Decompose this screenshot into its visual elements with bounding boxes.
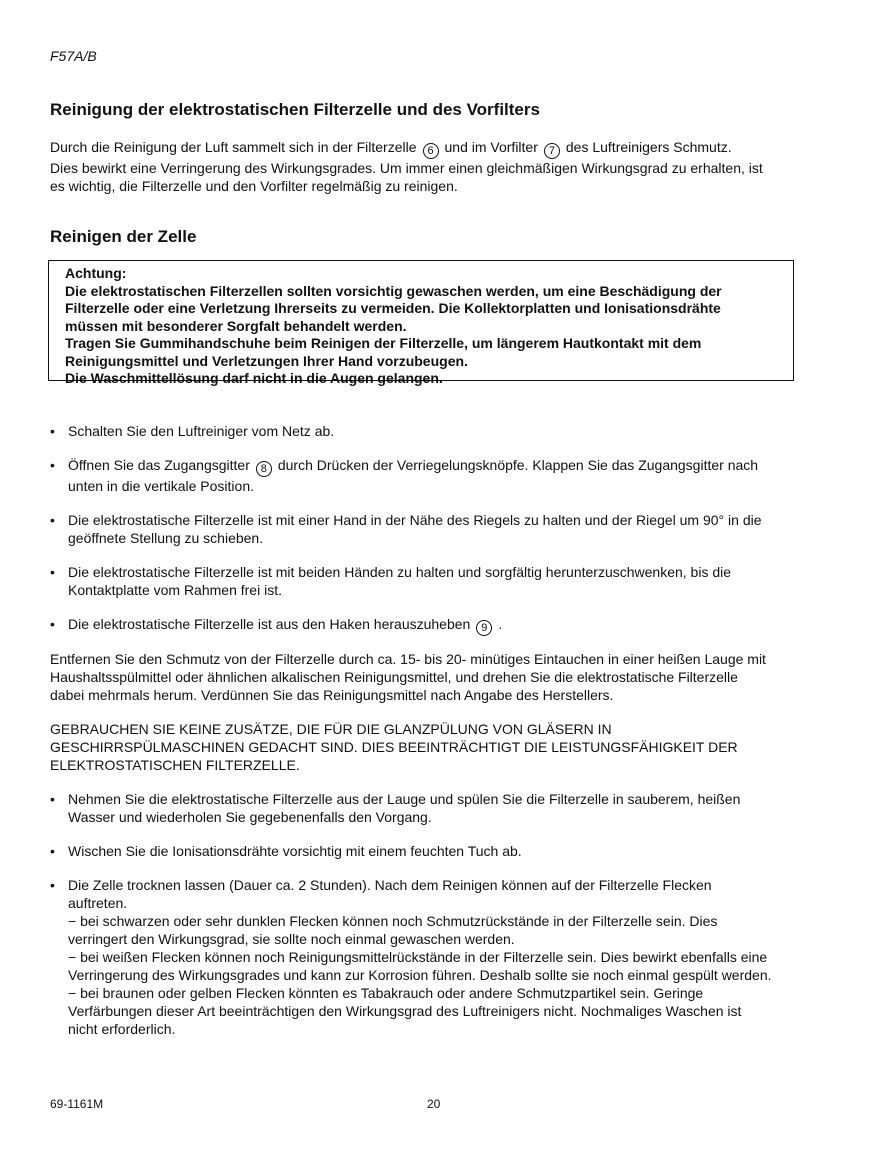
step-text-line: nicht erforderlich. bbox=[68, 1021, 176, 1037]
intro-text-1: Durch die Reinigung der Luft sammelt sich in der Filterzelle bbox=[50, 139, 417, 155]
list-item bbox=[50, 842, 810, 860]
list-item bbox=[50, 456, 810, 495]
marker-8-icon: 8 bbox=[256, 461, 272, 477]
section-title-cleaning: Reinigung der elektrostatischen Filterzelle und des Vorfilters bbox=[50, 100, 540, 119]
rinse-steps-list bbox=[50, 790, 810, 1054]
step-text-line: Verfärbungen dieser Art beeinträchtigen den Wirkungsgrad des Luftreinigers nicht. Nochmaliges Waschen ist bbox=[68, 1003, 742, 1019]
bullet-icon: • bbox=[50, 877, 55, 893]
step-text-line: Die elektrostatische Filterzelle ist mit einer Hand in der Nähe des Riegels zu halten und der Riegel um 90° in die bbox=[68, 512, 762, 528]
soak-paragraph bbox=[50, 650, 810, 704]
step-text-line: Die elektrostatische Filterzelle ist mit beiden Händen zu halten und sorgfältig herunterzuschwenken, bis die bbox=[68, 564, 732, 580]
warning-line: Filterzelle oder eine Verletzung Ihrerseits zu vermeiden. Die Kollektorplatten und Ionisationsdrähte bbox=[65, 300, 721, 316]
step-text-line: Nehmen Sie die elektrostatische Filterzelle aus der Lauge und spülen Sie die Filterzelle in sauberem, heißen bbox=[68, 791, 741, 807]
step-text bbox=[68, 615, 810, 636]
paragraph-line: GESCHIRRSPÜLMASCHINEN GEDACHT SIND. DIES BEEINTRÄCHTIGT DIE LEISTUNGSFÄHIGKEIT DER bbox=[50, 739, 738, 755]
step-text-part: durch Drücken der Verriegelungsknöpfe. Klappen Sie das Zugangsgitter nach bbox=[277, 457, 759, 473]
step-text-line: Wasser und wiederholen Sie gegebenenfalls den Vorgang. bbox=[68, 809, 432, 825]
step-text-line: − bei weißen Flecken können noch Reinigungsmittelrückstände in der Filterzelle sein. Dies bewirkt ebenfalls eine bbox=[68, 949, 768, 965]
bullet-icon: • bbox=[50, 843, 55, 859]
step-text-line: Kontaktplatte vom Rahmen frei ist. bbox=[68, 582, 282, 598]
step-text-part: . bbox=[498, 616, 503, 632]
warning-line: Reinigungsmittel und Verletzungen Ihrer Hand vorzubeugen. bbox=[65, 352, 468, 369]
step-text-line: auftreten. bbox=[68, 895, 128, 911]
step-text-line: − bei braunen oder gelben Flecken könnten es Tabakrauch oder andere Schmutzpartikel sein. Geringe bbox=[68, 985, 704, 1001]
page-number: 20 bbox=[427, 1097, 441, 1111]
marker-7-icon: 7 bbox=[544, 143, 560, 159]
paragraph-line: Haushaltsspülmittel oder ähnlichen alkalischen Reinigungsmittel, und drehen Sie die elektrostatische Filterzelle bbox=[50, 669, 738, 685]
intro-text-2: und im Vorfilter bbox=[444, 139, 538, 155]
section-title-cell: Reinigen der Zelle bbox=[50, 227, 197, 246]
bullet-icon: • bbox=[50, 457, 55, 473]
step-text-line: Die Zelle trocknen lassen (Dauer ca. 2 Stunden). Nach dem Reinigen können auf der Filterzelle Flecken bbox=[68, 877, 712, 893]
intro-line-2: Dies bewirkt eine Verringerung des Wirkungsgrades. Um immer einen gleichmäßigen Wirkungsgrad zu erhalten, ist bbox=[50, 160, 763, 176]
step-text-line: geöffnete Stellung zu schieben. bbox=[68, 530, 264, 546]
step-text: Schalten Sie den Luftreiniger vom Netz ab. bbox=[68, 423, 335, 439]
steps-list bbox=[50, 422, 810, 652]
intro-text-3: des Luftreinigers Schmutz. bbox=[565, 139, 732, 155]
warning-line: Tragen Sie Gummihandschuhe beim Reinigen der Filterzelle, um längerem Hautkontakt mit dem bbox=[65, 335, 702, 351]
bullet-icon: • bbox=[50, 512, 55, 528]
warning-line: Die Waschmittellösung darf nicht in die Augen gelangen. bbox=[65, 370, 443, 386]
warning-line: müssen mit besonderer Sorgfalt behandelt werden. bbox=[65, 317, 407, 334]
warning-heading: Achtung: bbox=[65, 265, 127, 281]
model-label: F57A/B bbox=[50, 48, 97, 64]
warning-line: Die elektrostatischen Filterzellen sollten vorsichtig gewaschen werden, um eine Beschädigung der bbox=[65, 282, 722, 299]
step-text-line: verringert den Wirkungsgrad, sie sollte noch einmal gewaschen werden. bbox=[68, 931, 515, 947]
bullet-icon: • bbox=[50, 564, 55, 580]
marker-6-icon: 6 bbox=[423, 143, 439, 159]
bullet-icon: • bbox=[50, 616, 55, 632]
warning-box bbox=[48, 260, 794, 386]
intro-line-3: es wichtig, die Filterzelle und den Vorfilter regelmäßig zu reinigen. bbox=[50, 178, 458, 194]
caution-caps-paragraph bbox=[50, 720, 810, 774]
list-item bbox=[50, 422, 810, 440]
list-item bbox=[50, 790, 810, 826]
step-text-line: Verringerung des Wirkungsgrades und kann zur Korrosion führen. Deshalb sollte sie noch einmal gespült werden. bbox=[68, 967, 772, 983]
bullet-icon: • bbox=[50, 791, 55, 807]
marker-9-icon: 9 bbox=[476, 620, 492, 636]
list-item bbox=[50, 511, 810, 547]
paragraph-line: GEBRAUCHEN SIE KEINE ZUSÄTZE, DIE FÜR DIE GLANZPÜLUNG VON GLÄSERN IN bbox=[50, 721, 612, 737]
document-number: 69-1161M bbox=[50, 1097, 104, 1111]
step-text bbox=[68, 456, 810, 477]
list-item bbox=[50, 563, 810, 599]
bullet-icon: • bbox=[50, 423, 55, 439]
paragraph-line: Entfernen Sie den Schmutz von der Filterzelle durch ca. 15- bis 20- minütiges Eintauchen in einer heißen Lauge mit bbox=[50, 651, 766, 667]
list-item bbox=[50, 876, 810, 1038]
step-text-part: Öffnen Sie das Zugangsgitter bbox=[68, 457, 250, 473]
step-text-line: − bei schwarzen oder sehr dunklen Flecken können noch Schmutzrückstände in der Filterzelle sein. Dies bbox=[68, 913, 718, 929]
paragraph-line: dabei mehrmals herum. Verdünnen Sie das Reinigungsmittel nach Angabe des Herstellers. bbox=[50, 687, 614, 703]
step-text-line: unten in die vertikale Position. bbox=[68, 478, 254, 494]
step-text-part: Die elektrostatische Filterzelle ist aus den Haken herauszuheben bbox=[68, 616, 471, 632]
intro-paragraph bbox=[50, 138, 810, 195]
step-text: Wischen Sie die Ionisationsdrähte vorsichtig mit einem feuchten Tuch ab. bbox=[68, 843, 522, 859]
list-item bbox=[50, 615, 810, 636]
paragraph-line: ELEKTROSTATISCHEN FILTERZELLE. bbox=[50, 757, 300, 773]
